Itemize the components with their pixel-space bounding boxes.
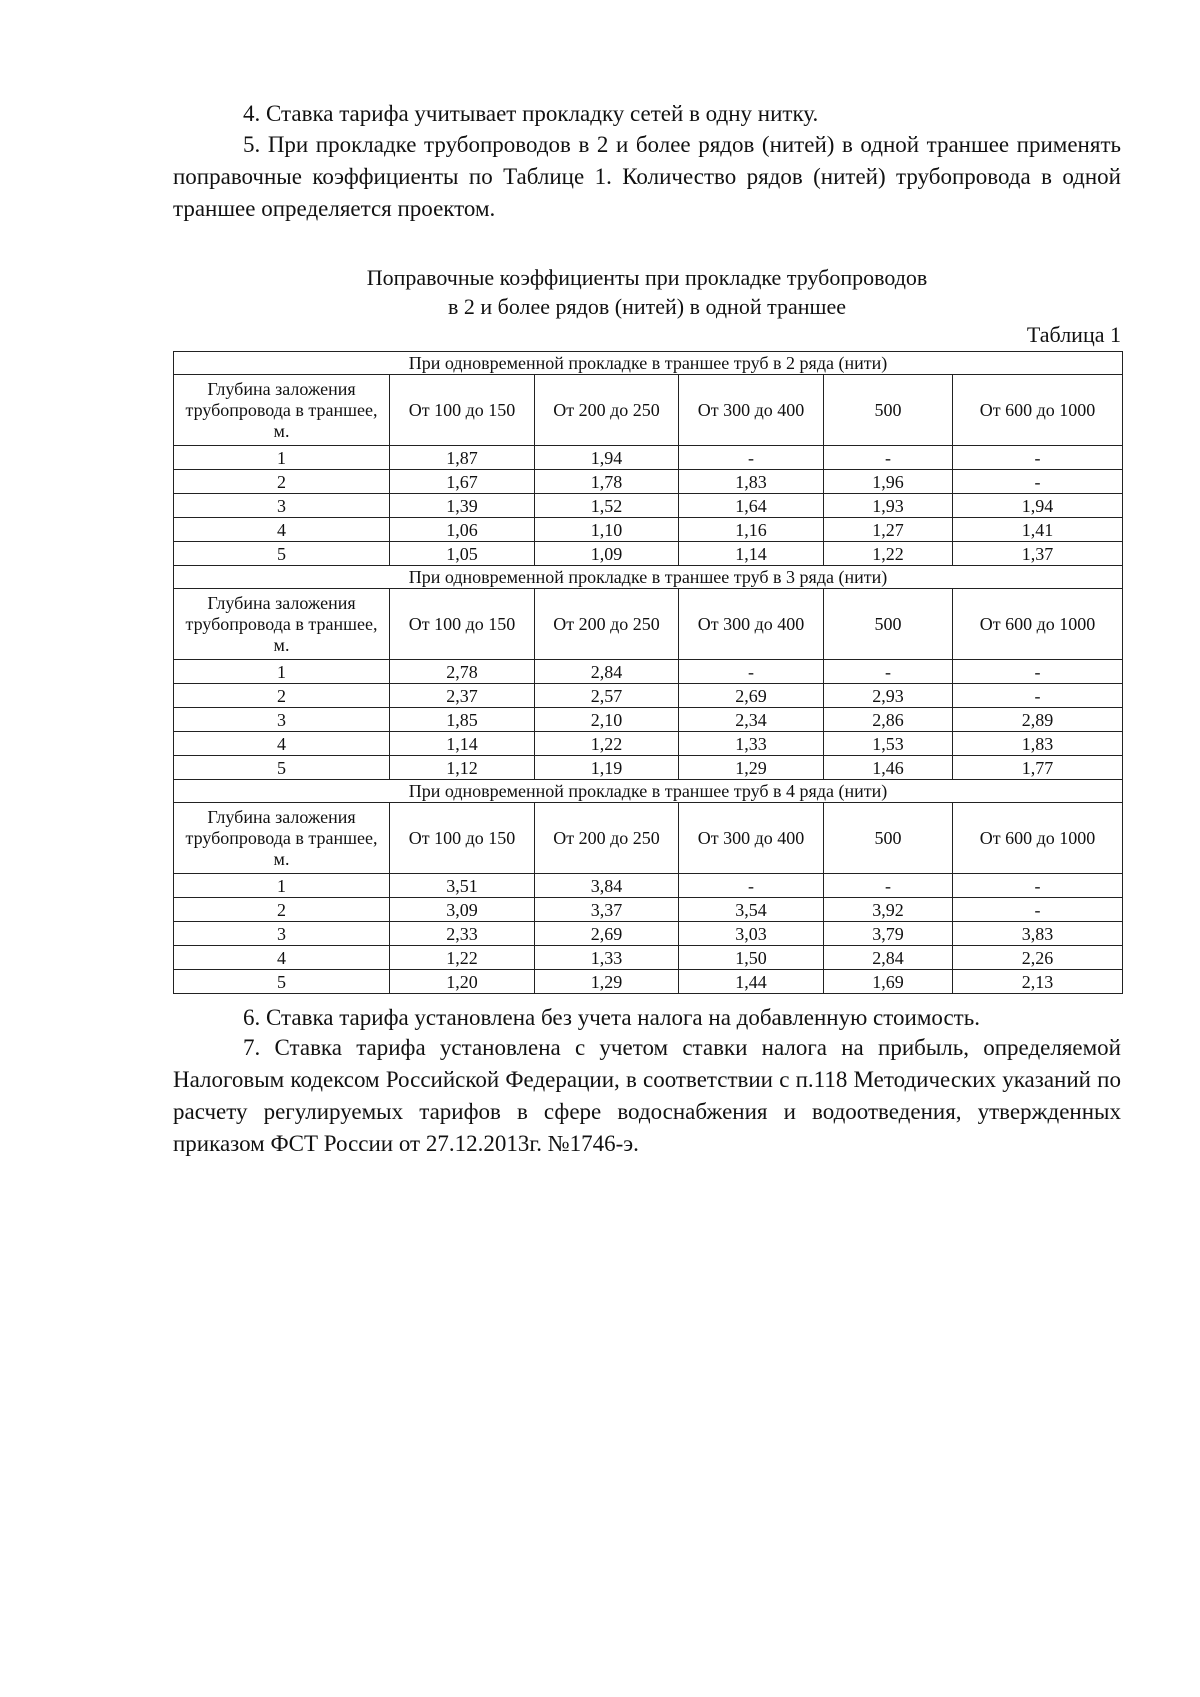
coefficient-cell: 2,69 — [679, 684, 824, 708]
coefficient-cell: 1,41 — [953, 518, 1123, 542]
diameter-column-header: От 300 до 400 — [679, 375, 824, 446]
table-row — [174, 470, 1123, 494]
diameter-column-header: От 200 до 250 — [535, 589, 679, 660]
coefficient-cell: - — [824, 874, 953, 898]
coefficient-cell: - — [953, 660, 1123, 684]
coefficient-cell: 1,78 — [535, 470, 679, 494]
coefficient-cell: - — [953, 898, 1123, 922]
coefficient-cell: 2,37 — [390, 684, 535, 708]
table-caption — [173, 263, 1121, 321]
diameter-column-header: 500 — [824, 375, 953, 446]
depth-cell: 2 — [174, 470, 390, 494]
depth-cell: 4 — [174, 732, 390, 756]
coefficient-cell: 1,19 — [535, 756, 679, 780]
coefficient-cell: 1,33 — [679, 732, 824, 756]
coefficient-cell: 3,92 — [824, 898, 953, 922]
coefficient-cell: 1,14 — [390, 732, 535, 756]
coefficient-cell: 1,22 — [824, 542, 953, 566]
section-title: При одновременной прокладке в траншее труб в 4 ряда (нити) — [174, 780, 1123, 803]
section-header-row — [174, 352, 1123, 375]
depth-column-header: Глубина заложения трубопровода в траншее, м. — [174, 375, 390, 446]
depth-cell: 1 — [174, 874, 390, 898]
coefficient-cell: 2,33 — [390, 922, 535, 946]
coefficient-cell: 3,09 — [390, 898, 535, 922]
coefficient-cell: 1,94 — [535, 446, 679, 470]
table-body — [174, 352, 1123, 994]
coefficient-cell: - — [953, 446, 1123, 470]
section-title: При одновременной прокладке в траншее труб в 2 ряда (нити) — [174, 352, 1123, 375]
coefficient-cell: 1,37 — [953, 542, 1123, 566]
coefficient-cell: 1,29 — [535, 970, 679, 994]
depth-cell: 4 — [174, 518, 390, 542]
coefficient-cell: 3,37 — [535, 898, 679, 922]
depth-cell: 3 — [174, 494, 390, 518]
coefficient-cell: 2,86 — [824, 708, 953, 732]
depth-column-header: Глубина заложения трубопровода в траншее, м. — [174, 803, 390, 874]
table-row — [174, 684, 1123, 708]
table-row — [174, 518, 1123, 542]
section-header-row — [174, 566, 1123, 589]
section-header-row — [174, 780, 1123, 803]
table-caption-line-2: в 2 и более рядов (нитей) в одной траншее — [447, 294, 846, 319]
coefficient-cell: 1,14 — [679, 542, 824, 566]
coefficient-cell: 1,20 — [390, 970, 535, 994]
coefficient-cell: 1,16 — [679, 518, 824, 542]
coefficient-cell: 1,69 — [824, 970, 953, 994]
coefficient-cell: 1,93 — [824, 494, 953, 518]
coefficient-cell: 2,84 — [535, 660, 679, 684]
paragraph-5: 5. При прокладке трубопроводов в 2 и более рядов (нитей) в одной траншее применять поправочные коэффициенты по Таблице 1. Количество рядов (нитей) трубопровода в одной траншее определяется проектом. — [173, 132, 1121, 221]
coefficient-cell: 2,13 — [953, 970, 1123, 994]
depth-cell: 2 — [174, 684, 390, 708]
coefficient-cell: 1,29 — [679, 756, 824, 780]
diameter-column-header: 500 — [824, 803, 953, 874]
depth-cell: 5 — [174, 970, 390, 994]
depth-column-header: Глубина заложения трубопровода в траншее, м. — [174, 589, 390, 660]
coefficient-cell: 2,78 — [390, 660, 535, 684]
coefficient-cell: 1,22 — [535, 732, 679, 756]
diameter-column-header: От 100 до 150 — [390, 589, 535, 660]
coefficient-cell: 1,12 — [390, 756, 535, 780]
diameter-column-header: От 600 до 1000 — [953, 375, 1123, 446]
table-row — [174, 542, 1123, 566]
coefficient-cell: 2,10 — [535, 708, 679, 732]
coefficient-cell: 2,26 — [953, 946, 1123, 970]
coefficient-cell: 1,64 — [679, 494, 824, 518]
coefficient-cell: 1,44 — [679, 970, 824, 994]
paragraph-6: 6. Ставка тарифа установлена без учета налога на добавленную стоимость. — [243, 1005, 980, 1030]
diameter-column-header: От 100 до 150 — [390, 375, 535, 446]
table-row — [174, 922, 1123, 946]
diameter-column-header: От 200 до 250 — [535, 803, 679, 874]
correction-coefficients-table — [173, 351, 1123, 994]
coefficient-cell: 1,77 — [953, 756, 1123, 780]
coefficient-cell: 1,85 — [390, 708, 535, 732]
coefficient-cell: 1,67 — [390, 470, 535, 494]
diameter-column-header: 500 — [824, 589, 953, 660]
diameter-column-header: От 600 до 1000 — [953, 589, 1123, 660]
table-row — [174, 970, 1123, 994]
diameter-column-header: От 300 до 400 — [679, 803, 824, 874]
coefficient-cell: 1,53 — [824, 732, 953, 756]
coefficient-cell: 1,22 — [390, 946, 535, 970]
coefficient-cell: 3,03 — [679, 922, 824, 946]
coefficient-cell: 1,10 — [535, 518, 679, 542]
coefficient-cell: 3,83 — [953, 922, 1123, 946]
column-header-row — [174, 803, 1123, 874]
coefficient-cell: 2,34 — [679, 708, 824, 732]
depth-cell: 5 — [174, 756, 390, 780]
coefficient-cell: 1,05 — [390, 542, 535, 566]
coefficient-cell: 1,52 — [535, 494, 679, 518]
coefficient-cell: - — [824, 660, 953, 684]
depth-cell: 1 — [174, 660, 390, 684]
coefficient-cell: 3,79 — [824, 922, 953, 946]
depth-cell: 3 — [174, 708, 390, 732]
coefficient-cell: 1,83 — [679, 470, 824, 494]
coefficient-cell: 2,93 — [824, 684, 953, 708]
coefficient-cell: 3,84 — [535, 874, 679, 898]
coefficient-cell: - — [953, 470, 1123, 494]
depth-cell: 1 — [174, 446, 390, 470]
depth-cell: 5 — [174, 542, 390, 566]
coefficient-cell: 1,27 — [824, 518, 953, 542]
paragraph-4: 4. Ставка тарифа учитывает прокладку сетей в одну нитку. — [243, 101, 819, 126]
coefficient-cell: - — [953, 874, 1123, 898]
coefficient-cell: - — [953, 684, 1123, 708]
table-row — [174, 494, 1123, 518]
coefficient-cell: - — [824, 446, 953, 470]
coefficient-cell: 1,96 — [824, 470, 953, 494]
table-row — [174, 732, 1123, 756]
coefficient-cell: 2,89 — [953, 708, 1123, 732]
section-title: При одновременной прокладке в траншее труб в 3 ряда (нити) — [174, 566, 1123, 589]
diameter-column-header: От 100 до 150 — [390, 803, 535, 874]
coefficient-cell: - — [679, 874, 824, 898]
coefficient-cell: 1,94 — [953, 494, 1123, 518]
coefficient-cell: 1,39 — [390, 494, 535, 518]
table-row — [174, 708, 1123, 732]
depth-cell: 3 — [174, 922, 390, 946]
coefficient-cell: 2,57 — [535, 684, 679, 708]
coefficient-cell: 2,84 — [824, 946, 953, 970]
coefficient-cell: 2,69 — [535, 922, 679, 946]
diameter-column-header: От 200 до 250 — [535, 375, 679, 446]
table-row — [174, 874, 1123, 898]
table-row — [174, 946, 1123, 970]
coefficient-cell: 3,54 — [679, 898, 824, 922]
table-row — [174, 446, 1123, 470]
table-row — [174, 756, 1123, 780]
coefficient-cell: 1,50 — [679, 946, 824, 970]
table-row — [174, 898, 1123, 922]
table-row — [174, 660, 1123, 684]
coefficient-cell: 1,06 — [390, 518, 535, 542]
table-caption-line-1: Поправочные коэффициенты при прокладке трубопроводов — [366, 265, 928, 290]
depth-cell: 4 — [174, 946, 390, 970]
depth-cell: 2 — [174, 898, 390, 922]
diameter-column-header: От 600 до 1000 — [953, 803, 1123, 874]
diameter-column-header: От 300 до 400 — [679, 589, 824, 660]
coefficient-cell: - — [679, 660, 824, 684]
coefficient-cell: 1,33 — [535, 946, 679, 970]
column-header-row — [174, 589, 1123, 660]
coefficient-cell: - — [679, 446, 824, 470]
column-header-row — [174, 375, 1123, 446]
coefficient-cell: 3,51 — [390, 874, 535, 898]
coefficient-cell: 1,46 — [824, 756, 953, 780]
coefficient-cell: 1,83 — [953, 732, 1123, 756]
coefficient-cell: 1,87 — [390, 446, 535, 470]
table-number-label: Таблица 1 — [1026, 322, 1121, 347]
paragraph-7: 7. Ставка тарифа установлена с учетом ставки налога на прибыль, определяемой Налоговым кодексом Российской Федерации, в соответствии с п.118 Методических указаний по расчету регулируемых тарифов в сфере водоснабжения и водоотведения, утвержденных приказом ФСТ России от 27.12.2013г. №1746-э. — [173, 1035, 1121, 1156]
coefficient-cell: 1,09 — [535, 542, 679, 566]
